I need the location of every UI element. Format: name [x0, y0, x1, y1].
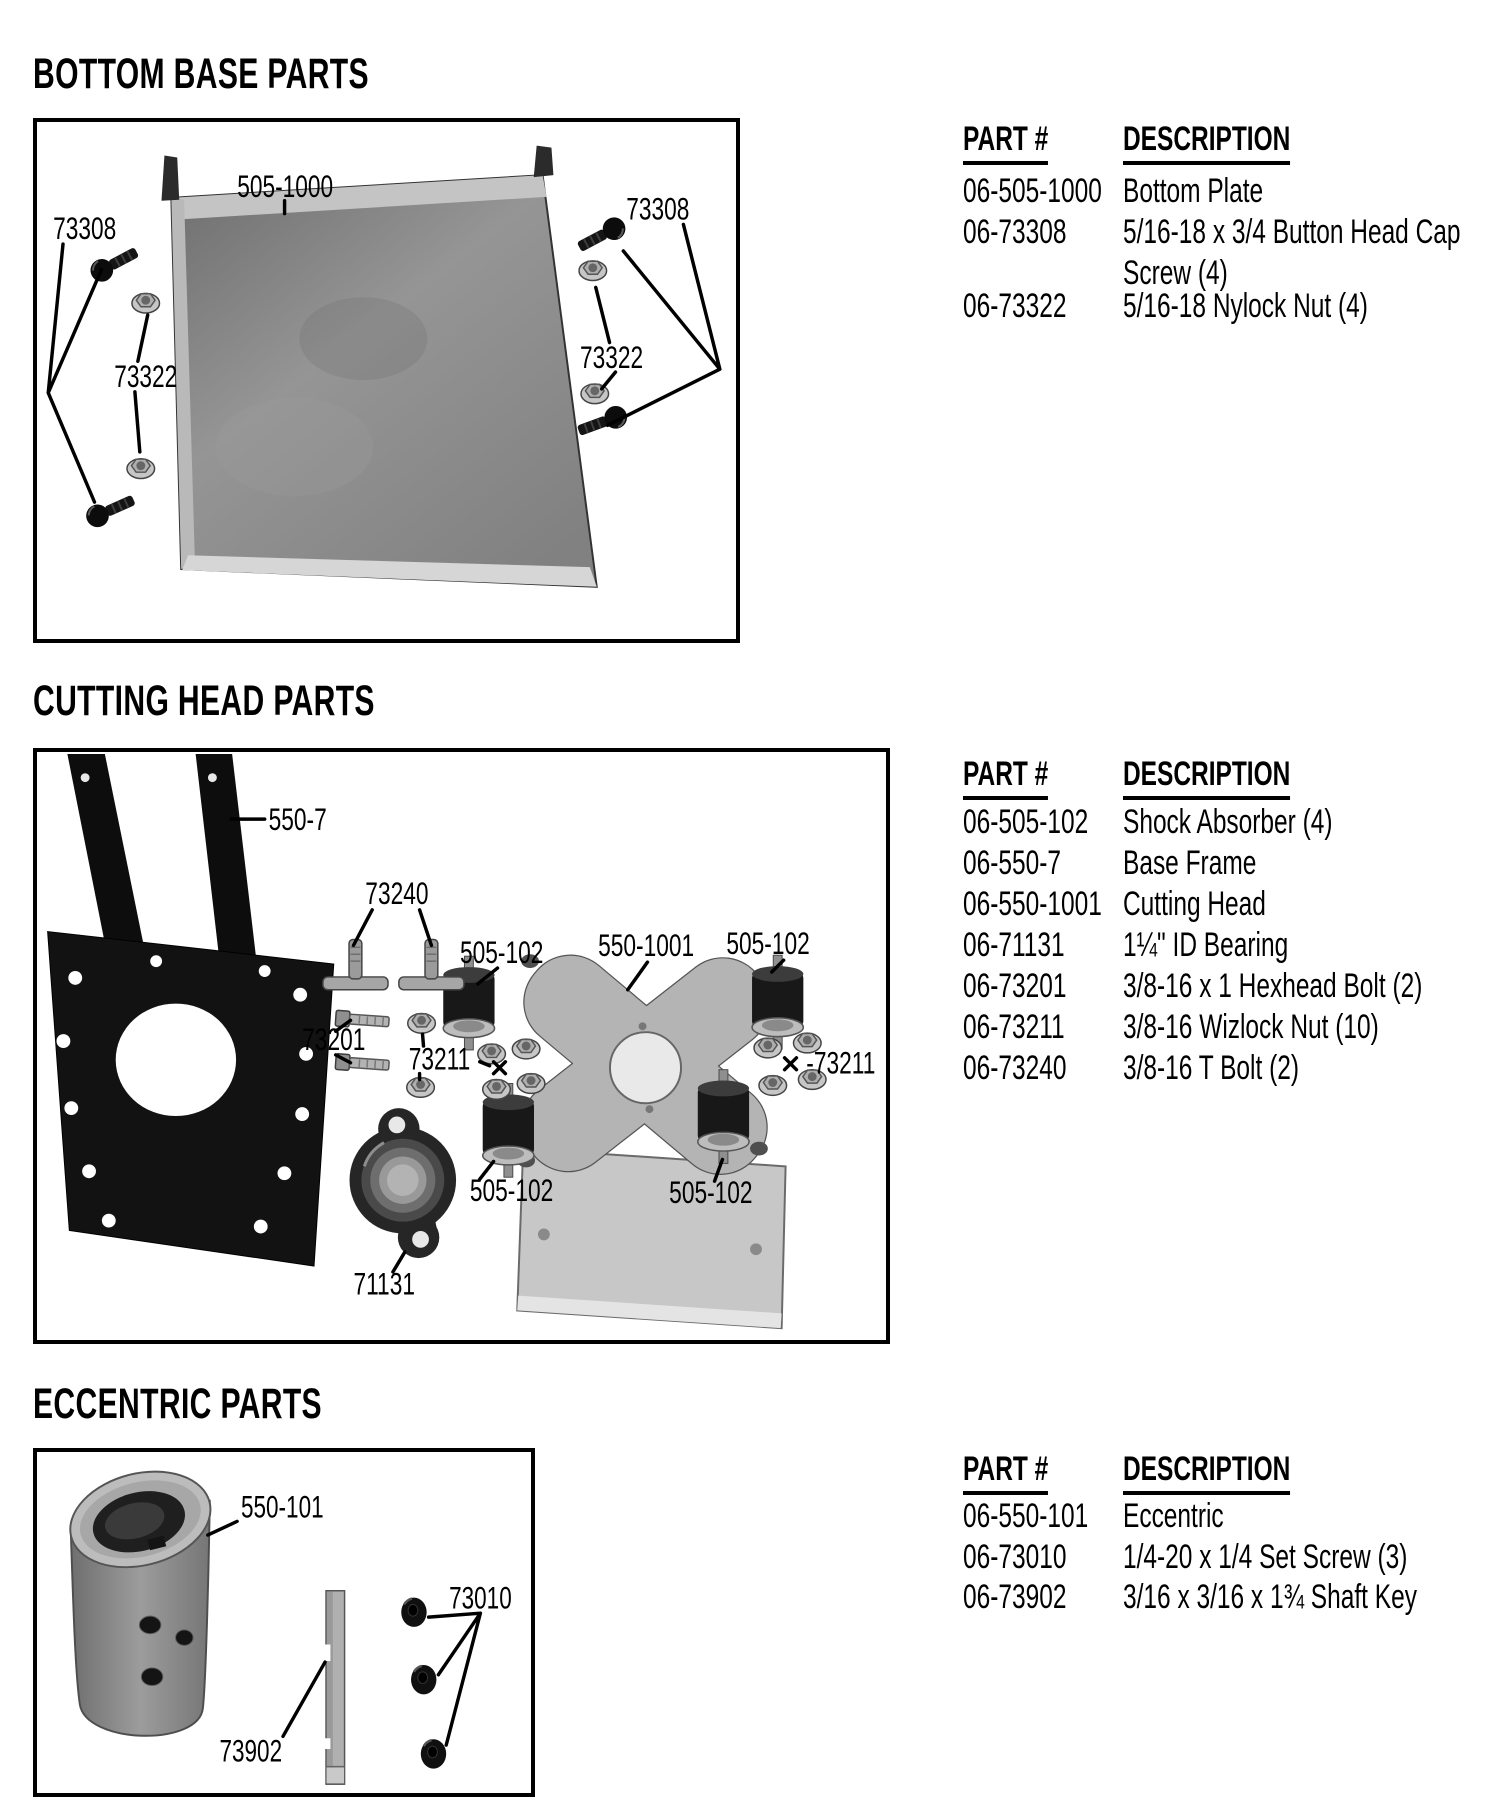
desc-cell: 1¼" ID Bearing	[1123, 926, 1289, 964]
part-cell: 06-550-101	[963, 1497, 1089, 1535]
part-cell: 06-71131	[963, 926, 1065, 964]
desc-cell: 5/16-18 x 3/4 Button Head Cap Screw (4)	[1123, 213, 1461, 292]
callout-hex-bolt: 73201	[302, 1021, 366, 1057]
callout-nut-left: 73322	[114, 358, 178, 394]
callout-mount-bottom-left: 505-102	[469, 1172, 554, 1208]
col-header-part: PART #	[963, 1449, 1048, 1495]
wizlock-nut-figure	[759, 1076, 787, 1096]
callout-wizlock-mid: 73211	[408, 1040, 471, 1077]
nylock-nut-figure	[132, 293, 160, 313]
wizlock-nut-figure	[517, 1074, 545, 1094]
button-head-screw-figure	[575, 403, 630, 442]
desc-cell: Eccentric	[1123, 1497, 1224, 1535]
part-cell: 06-505-1000	[963, 172, 1102, 210]
callout-base-frame: 550-7	[268, 801, 327, 837]
set-screw-figure	[421, 1739, 446, 1768]
section-title-eccentric: ECCENTRIC PARTS	[33, 1380, 322, 1428]
callout-shaft-key: 73902	[219, 1733, 283, 1769]
section-title-cutting-head: CUTTING HEAD PARTS	[33, 677, 375, 725]
callout-bottom-plate: 505-1000	[237, 168, 334, 204]
nylock-nut-figure	[127, 459, 155, 479]
desc-cell: 3/16 x 3/16 x 1¾ Shaft Key	[1123, 1578, 1417, 1616]
part-cell: 06-550-1001	[963, 885, 1102, 923]
callout-wizlock-right: -73211	[806, 1044, 876, 1081]
callout-cutting-head: 550-1001	[598, 927, 695, 964]
col-header-desc: DESCRIPTION	[1123, 1449, 1290, 1495]
col-header-part: PART #	[963, 119, 1048, 165]
section-title-bottom-base: BOTTOM BASE PARTS	[33, 50, 369, 98]
desc-cell: 3/8-16 T Bolt (2)	[1123, 1049, 1299, 1087]
part-cell: 06-73308	[963, 213, 1067, 251]
shock-absorber-figure	[443, 956, 494, 1050]
part-cell: 06-73322	[963, 287, 1067, 325]
eccentric-figure	[60, 1458, 221, 1736]
desc-cell: 1/4-20 x 1/4 Set Screw (3)	[1123, 1538, 1408, 1576]
plate-left-flange-tab	[161, 155, 179, 200]
col-header-part: PART #	[963, 754, 1048, 800]
desc-cell: Base Frame	[1123, 844, 1257, 882]
bottom-plate-figure	[161, 146, 596, 587]
desc-cell: 5/16-18 Nylock Nut (4)	[1123, 287, 1368, 325]
eccentric-diagram	[37, 1452, 531, 1793]
callout-eccentric: 550-101	[241, 1488, 324, 1525]
desc-cell: 3/8-16 Wizlock Nut (10)	[1123, 1008, 1379, 1046]
part-cell: 06-73010	[963, 1538, 1067, 1576]
bottom-base-figure-box	[33, 118, 740, 643]
cutting-head-plate-figure	[505, 938, 786, 1191]
wizlock-nut-figure	[754, 1038, 782, 1058]
button-head-screw-figure	[86, 242, 141, 286]
desc-cell: 3/8-16 x 1 Hexhead Bolt (2)	[1123, 967, 1423, 1005]
plate-right-flange-tab	[534, 146, 554, 178]
col-header-desc: DESCRIPTION	[1123, 754, 1290, 800]
desc-cell: Bottom Plate	[1123, 172, 1264, 210]
callout-bearing: 71131	[353, 1265, 415, 1302]
callout-screw-right: 73308	[626, 190, 690, 227]
callout-set-screw: 73010	[449, 1579, 512, 1616]
part-cell: 06-73902	[963, 1578, 1067, 1616]
shaft-key-figure	[325, 1591, 345, 1784]
button-head-screw-figure	[574, 213, 629, 257]
bearing-figure	[350, 1108, 457, 1258]
part-cell: 06-73240	[963, 1049, 1067, 1087]
callout-nut-right: 73322	[580, 339, 644, 376]
cutting-head-diagram	[37, 752, 886, 1340]
part-cell: 06-505-102	[963, 803, 1089, 841]
set-screw-figure	[401, 1598, 426, 1627]
cutting-head-figure-box	[33, 748, 890, 1344]
nylock-nut-figure	[579, 261, 607, 281]
wizlock-nut-figure	[483, 1080, 511, 1100]
set-screw-figure	[411, 1665, 436, 1694]
eccentric-figure-box	[33, 1448, 535, 1797]
callout-t-bolt: 73240	[365, 875, 429, 911]
callout-mount-top-left: 505-102	[460, 934, 544, 971]
part-cell: 06-550-7	[963, 844, 1061, 882]
wizlock-nut-figure	[408, 1013, 436, 1033]
col-header-desc: DESCRIPTION	[1123, 119, 1290, 165]
desc-cell: Cutting Head	[1123, 885, 1266, 923]
part-cell: 06-73201	[963, 967, 1067, 1005]
callout-mount-top-right: 505-102	[726, 925, 810, 962]
callout-mount-bottom-right: 505-102	[669, 1174, 753, 1210]
desc-cell: Shock Absorber (4)	[1123, 803, 1333, 841]
bottom-base-diagram	[37, 122, 736, 639]
wizlock-nut-figure	[512, 1039, 540, 1059]
shock-absorber-figure	[752, 955, 803, 1049]
part-cell: 06-73211	[963, 1008, 1065, 1046]
callout-screw-left: 73308	[53, 210, 117, 247]
